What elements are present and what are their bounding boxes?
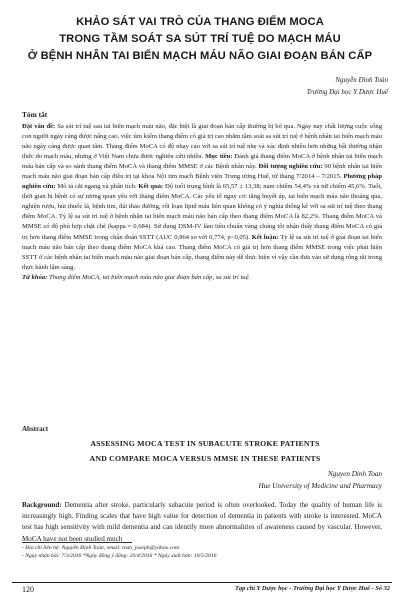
author-name: Nguyễn Đình Toàn [335,76,388,84]
author-affiliation: Trường Đại học Y Dược Huế [306,88,388,96]
title-line-3: Ở BỆNH NHÂN TAI BIẾN MẠCH MÁU NÃO GIAI ĐOẠN BÁN CẤP [27,50,373,62]
footnote-contact: - Địa chỉ liên hệ: Nguyễn Đình Toàn, email: toan_joseph@yahoo.com [22,545,180,551]
english-title-line-1: ASSESSING MOCA TEST IN SUBACUTE STROKE PATIENTS [90,439,320,448]
keywords-text: Thang điểm MoCA, tai biến mạch máu não giai đoạn bán cấp, sa sút trí tuệ. [49,273,251,281]
keywords-label: Từ khóa: [22,273,48,281]
article-title [20,14,380,65]
summary-heading: Tóm tắt [22,110,48,119]
results-label: Kết quả: [138,183,164,191]
subjects-text: 90 bệnh nhân tai biến mạch máu não giai đoạn bán cấp điều trị tại khoa Nội tim mạch Bệnh viện Trung ương Huế, từ tháng 7/2014 – 7/2015. [22,163,382,181]
methods-label: Phương pháp nghiên cứu: [22,173,382,191]
objective-text: Đánh giá thang điểm MoCA ở bệnh nhân tai biến mạch máu bán cấp và so sánh thang điểm MoCA và thang điểm MMSE ở các Bệnh nhân này. [22,153,382,171]
abstract-body [22,500,382,545]
footnote-divider [22,542,132,543]
english-author-name: Nguyen Dinh Toan [327,470,382,478]
english-author-block [258,468,382,492]
objective-label: Mục tiêu: [205,153,233,161]
abstract-background-text: Dementia after stroke, particularly subacute period is often overlooked. Today the quality of human life is increasingly high. Finding scales that have high value for detection of dementia in patients with stroke is interested. MoCA test has high sensitivity with mild dementia and can identify more abnormalities of awareness caused by vascular. However, MoCA have not been studied much [22,501,382,543]
background-label: Đặt vấn đề: [22,123,56,130]
abstract-background-label: Background: [22,501,62,509]
footnote-dates: - Ngày nhận bài: 7/3/2016 *Ngày đồng ý đăng: 20/4/2016 * Ngày xuất bản: 10/5/2016 [22,552,217,559]
title-line-2: TRONG TẦM SOÁT SA SÚT TRÍ TUỆ DO MẠCH MÁU [59,33,341,45]
conclusion-text: Tỷ lệ sa sút trí tuệ ở giai đoạn tai biến mạch máu não bán cấp theo thang điểm MoCA khá cao. Thang điểm MoCA có giá trị hơn thang điểm MMSE trong việc phát hiện SSTT ở các bệnh nhân tai biến mạch máu não giai đoạn bán cấp, thang điểm này dễ thực hiện vì vậy cần đưa vào sử dụng rộng rãi trong thực hành lâm sàng. [22,233,383,271]
conclusion-label: Kết luận: [251,233,279,241]
page-number: 120 [22,585,34,594]
methods-text: Mô tả cắt ngang và phân tích. [57,183,137,191]
background-text: Sa sút trí tuệ sau tai biến mạch máu não, đặc biệt là giai đoạn bán cấp thường bị bỏ qua. Ngày nay chất lượng cuộc sống con người ngày càng được nâng cao, việc tìm kiếm thang điểm có giá trị cao nhằm tầm soát sa sút trí tuệ ở bệnh nhân tai biến mạch máu não ngày càng được quan tâm. Thang điểm MoCA có độ nhạy cao với sa sút trí tuệ nhẹ và xác định nhiều hơn những bất thường nhận thức do mạch máu, nhưng ở Việt Nam chưa được nghiên cứu nhiều. [22,123,383,161]
summary-body [22,122,382,283]
journal-footer: Tạp chí Y Dược học - Trường Đại học Y Dược Huế - Số 32 [234,585,390,592]
abstract-heading: Abstract [22,425,49,433]
author-block [307,74,388,98]
english-title [40,436,370,466]
footnotes [22,545,217,560]
title-line-1: KHẢO SÁT VAI TRÒ CỦA THANG ĐIỂM MOCA [76,16,324,28]
footer-divider [12,582,392,583]
english-title-line-2: AND COMPARE MOCA VERSUS MMSE IN THESE PATIENTS [89,454,321,463]
results-text: Độ tuổi trung bình là 65,57 ± 13,38; nam chiếm 54,4% và nữ chiếm 45,6%. Tuổi, thời gian bị bệnh có sự tương quan yếu với thang điểm MoCA. Các yếu tố nguy cơ: tăng huyết áp, tai biến mạch máu não thoáng qua, nghiện rượu, hút thuốc lá, bệnh tim, đái tháo đường, rối loạn lipid máu liên quan không có ý nghĩa thống kê với sa sút trí tuệ theo thang điểm MoCA. Tỷ lệ sa sút trí tuệ ở bệnh nhân tai biến mạch máu não bán cấp theo thang điểm MoCA là 82,2%. Thang điểm MoCA và MMSE có độ phù hợp chặt chẽ (kappa = 0,684). Sử dụng DSM-IV làm tiêu chuẩn vàng chúng tôi nhận thấy thang điểm MoCA có giá trị hơn thang điểm MMSE trong chẩn đoán SSTT (AUC 0,864 so với 0,774, p<0,05). [22,183,383,241]
subjects-label: Đối tượng nghiên cứu: [258,163,323,171]
english-author-affiliation: Hue University of Medicine and Pharmacy [258,482,382,490]
